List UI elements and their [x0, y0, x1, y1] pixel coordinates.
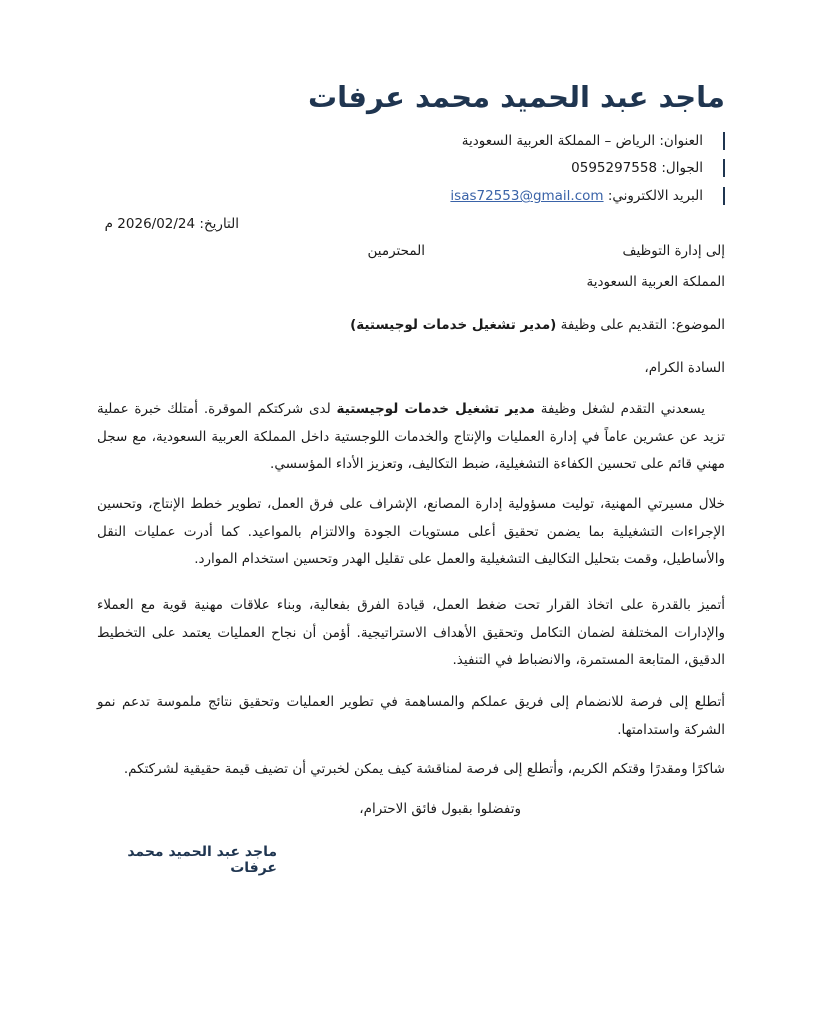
contact-address: العنوان: الرياض – المملكة العربية السعودية — [461, 133, 703, 149]
date-value: 2026/02/24 م — [104, 216, 196, 232]
signature-name: ماجد عبد الحميد محمد عرفات — [127, 844, 277, 876]
subject-prefix: الموضوع: التقديم على وظيفة — [560, 317, 725, 333]
paragraph-skills: أتميز بالقدرة على اتخاذ القرار تحت ضغط العمل، قيادة الفرق بفعالية، وبناء علاقات مهنية قوية مع العملاء والإدارات المختلفة لضمان التكامل وتحقيق الأهداف الاستراتيجية. أؤمن أن نجاح العمليات يعتمد على التخطيط الدقيق، المتابعة المستمرة، والانضباط في التنفيذ. — [97, 597, 725, 669]
contact-bar-phone — [723, 159, 725, 177]
p1-end: لدى شركتكم الموقرة. أمتلك خبرة عملية تزيد عن عشرين عاماً في إدارة العمليات والإنتاج والخدمات اللوجستية داخل المملكة العربية السعودية، مع سجل مهني قائم على تحسين الكفاءة التشغيلية، ضبط التكاليف، وتعزيز الأداء المؤسسي. — [97, 401, 725, 473]
email-label: البريد الالكتروني: — [607, 188, 703, 204]
paragraph-aspiration: أتطلع إلى فرصة للانضمام إلى فريق عملكم والمساهمة في تطوير العمليات وتحقيق نتائج ملموسة تدعم نمو الشركة واستدامتها. — [97, 694, 725, 738]
contact-phone: الجوال: 0595297558 — [571, 160, 703, 176]
date-label: التاريخ: — [199, 216, 239, 232]
subject-line — [265, 317, 725, 333]
paragraph-thanks: شاكرًا ومقدرًا وقتكم الكريم، وأتطلع إلى فرصة لمناقشة كيف يمكن لخبرتي أن تضيف قيمة حقيقية لشركتكم. — [123, 761, 725, 777]
closing-line: وتفضلوا بقبول فائق الاحترام، — [359, 801, 521, 817]
contact-bar-address — [723, 132, 725, 150]
email-link[interactable]: isas72553@gmail.com — [450, 188, 604, 204]
job-title-bold: مدير تشغيل خدمات لوجيستية — [336, 401, 535, 417]
p1-start: يسعدني التقدم لشغل وظيفة — [534, 401, 706, 417]
recipient-country: المملكة العربية السعودية — [586, 274, 725, 290]
contact-bar-email — [723, 187, 725, 205]
recipient-honorific: المحترمين — [367, 243, 425, 259]
greeting: السادة الكرام، — [644, 360, 725, 376]
contact-email-line — [283, 188, 703, 204]
applicant-name-heading: ماجد عبد الحميد محمد عرفات — [308, 80, 725, 114]
letter-date — [0, 216, 239, 232]
paragraph-experience: خلال مسيرتي المهنية، توليت مسؤولية إدارة المصانع، الإشراف على فرق العمل، تطوير خطط الإنتاج، وتحسين الإجراءات التشغيلية بما يضمن تحقيق أعلى مستويات الجودة والالتزام بالمواعيد. كما أدرت عمليات النقل والأساطيل، وقمت بتحليل التكاليف التشغيلية والعمل على تقليل الهدر وتحسين استخدام الموارد. — [97, 496, 725, 568]
recipient-to: إلى إدارة التوظيف — [622, 243, 725, 259]
paragraph-intro — [97, 396, 725, 479]
subject-title: (مدير تشغيل خدمات لوجيستية) — [350, 317, 557, 333]
